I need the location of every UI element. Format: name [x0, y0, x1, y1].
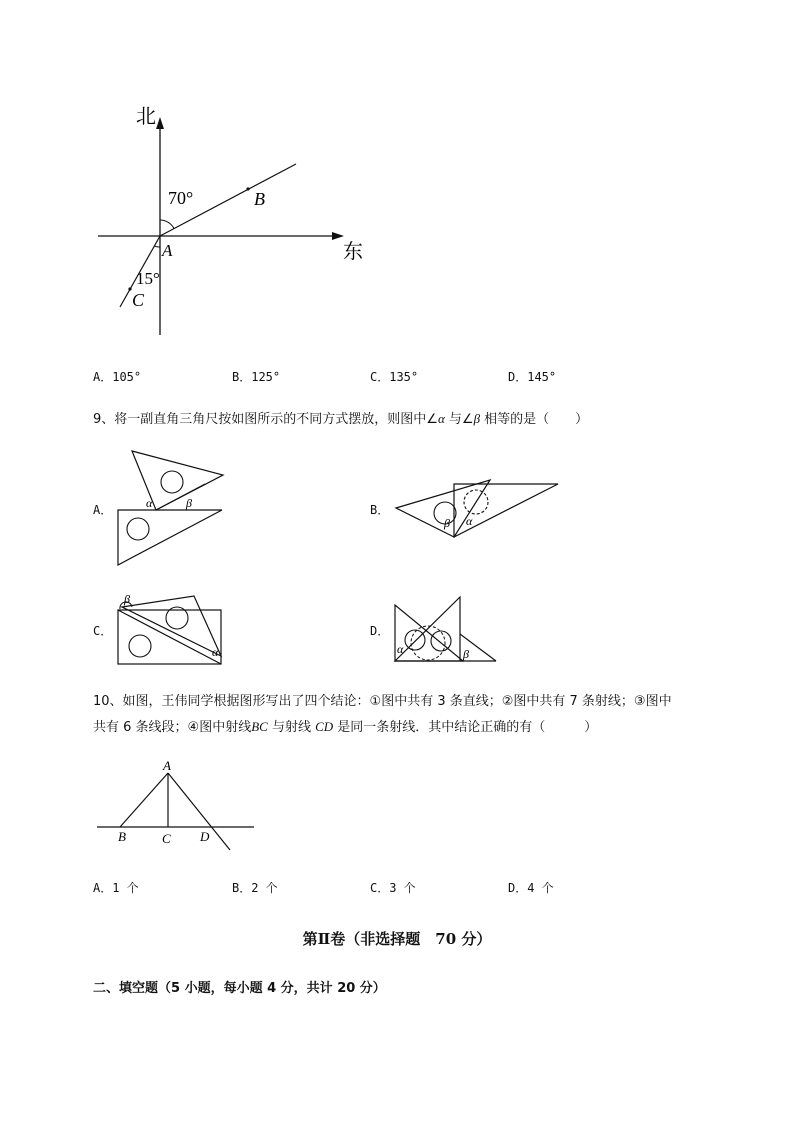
- q9-beta: β: [473, 411, 481, 426]
- triangle-hole-dashed: [411, 626, 445, 660]
- point-a-label: A: [163, 758, 171, 773]
- north-arrowhead: [156, 117, 164, 129]
- alpha-label: α: [146, 496, 153, 510]
- point-d-label: D: [200, 829, 210, 844]
- q10-stem-line2: [93, 716, 597, 735]
- triangle-lower: [118, 510, 222, 565]
- alpha-label: α: [212, 645, 219, 659]
- beta-label: β: [124, 592, 130, 606]
- angle-arc-15: [155, 246, 161, 247]
- triangle-hole: [161, 471, 183, 493]
- triangle-left: [396, 480, 490, 537]
- q9-stem-end: 相等的是（ ）: [480, 412, 589, 427]
- triangle-right: [454, 484, 558, 537]
- q9-option-d-label[interactable]: D．: [370, 624, 390, 638]
- q10-line2-c: 是同一条射线．其中结论正确的有（ ）: [333, 720, 598, 735]
- q9-figure-a: [110, 445, 230, 570]
- q9-stem-text: 9、将一副直角三角尺按如图所示的不同方式摆放，则图中∠: [93, 412, 438, 427]
- triangle-hole: [129, 635, 151, 657]
- alpha-label: α: [397, 642, 404, 656]
- q9-stem-mid: 与∠: [444, 412, 474, 427]
- q10-figure: [92, 755, 262, 855]
- q8-option-c[interactable]: C．135°: [370, 370, 419, 384]
- triangle-right: [395, 597, 460, 661]
- q8-option-b[interactable]: B．125°: [232, 370, 281, 384]
- segment-ab: [120, 773, 168, 827]
- point-b-label: B: [254, 189, 265, 209]
- q10-option-c[interactable]: C．3 个: [370, 881, 416, 895]
- triangle-left: [395, 605, 463, 661]
- beta-label: β: [186, 496, 192, 510]
- q10-stem-line1: 10、如图，王伟同学根据图形写出了四个结论：①图中共有 3 条直线；②图中共有 7 条射线；③图中: [93, 694, 672, 709]
- beta-label: β: [444, 516, 450, 530]
- q10-line2-a: 共有 6 条线段；④图中射线: [93, 720, 252, 735]
- angle-label-15: 15°: [136, 269, 160, 288]
- beta-label: β: [463, 647, 469, 661]
- ray-ad: [168, 773, 230, 850]
- ray-cd-label: CD: [315, 719, 334, 734]
- point-c-label: C: [162, 831, 171, 846]
- q9-option-c-label[interactable]: C．: [93, 624, 113, 638]
- point-a-label: A: [162, 241, 173, 260]
- triangle-hole: [431, 631, 451, 651]
- section-ii-title: 第Ⅱ卷（非选择题 70 分）: [302, 930, 492, 948]
- ray-bc-label: BC: [251, 719, 268, 734]
- north-label: 北: [136, 106, 156, 128]
- triangle-hole: [127, 518, 149, 540]
- q8-option-a[interactable]: A．105°: [93, 370, 142, 384]
- q9-figure-c: [110, 590, 230, 670]
- fill-in-blank-heading: 二、填空题（5 小题，每小题 4 分，共计 20 分）: [93, 981, 386, 996]
- q9-alpha: α: [437, 411, 445, 426]
- alpha-label: α: [466, 514, 473, 528]
- angle-label-70: 70°: [168, 188, 194, 208]
- q8-option-d[interactable]: D．145°: [508, 370, 557, 384]
- q10-option-d[interactable]: D．4 个: [508, 881, 554, 895]
- q9-figure-b: [390, 475, 565, 545]
- east-label: 东: [343, 241, 363, 263]
- east-arrowhead: [332, 232, 344, 240]
- q10-option-a[interactable]: A．1 个: [93, 881, 139, 895]
- point-b-dot: [246, 187, 249, 190]
- compass-direction-figure: [90, 95, 380, 345]
- triangle-hole: [405, 630, 425, 650]
- q9-option-a-label[interactable]: A．: [93, 503, 113, 517]
- point-c-label: C: [132, 290, 145, 310]
- triangle-upper: [122, 596, 221, 656]
- q9-option-b-label[interactable]: B．: [370, 503, 390, 517]
- q10-option-b[interactable]: B．2 个: [232, 881, 278, 895]
- q9-figure-d: [388, 595, 503, 665]
- q9-stem: [93, 408, 588, 427]
- q10-line2-b: 与射线: [267, 720, 316, 735]
- angle-arc-70: [160, 220, 174, 229]
- point-b-label: B: [118, 829, 126, 844]
